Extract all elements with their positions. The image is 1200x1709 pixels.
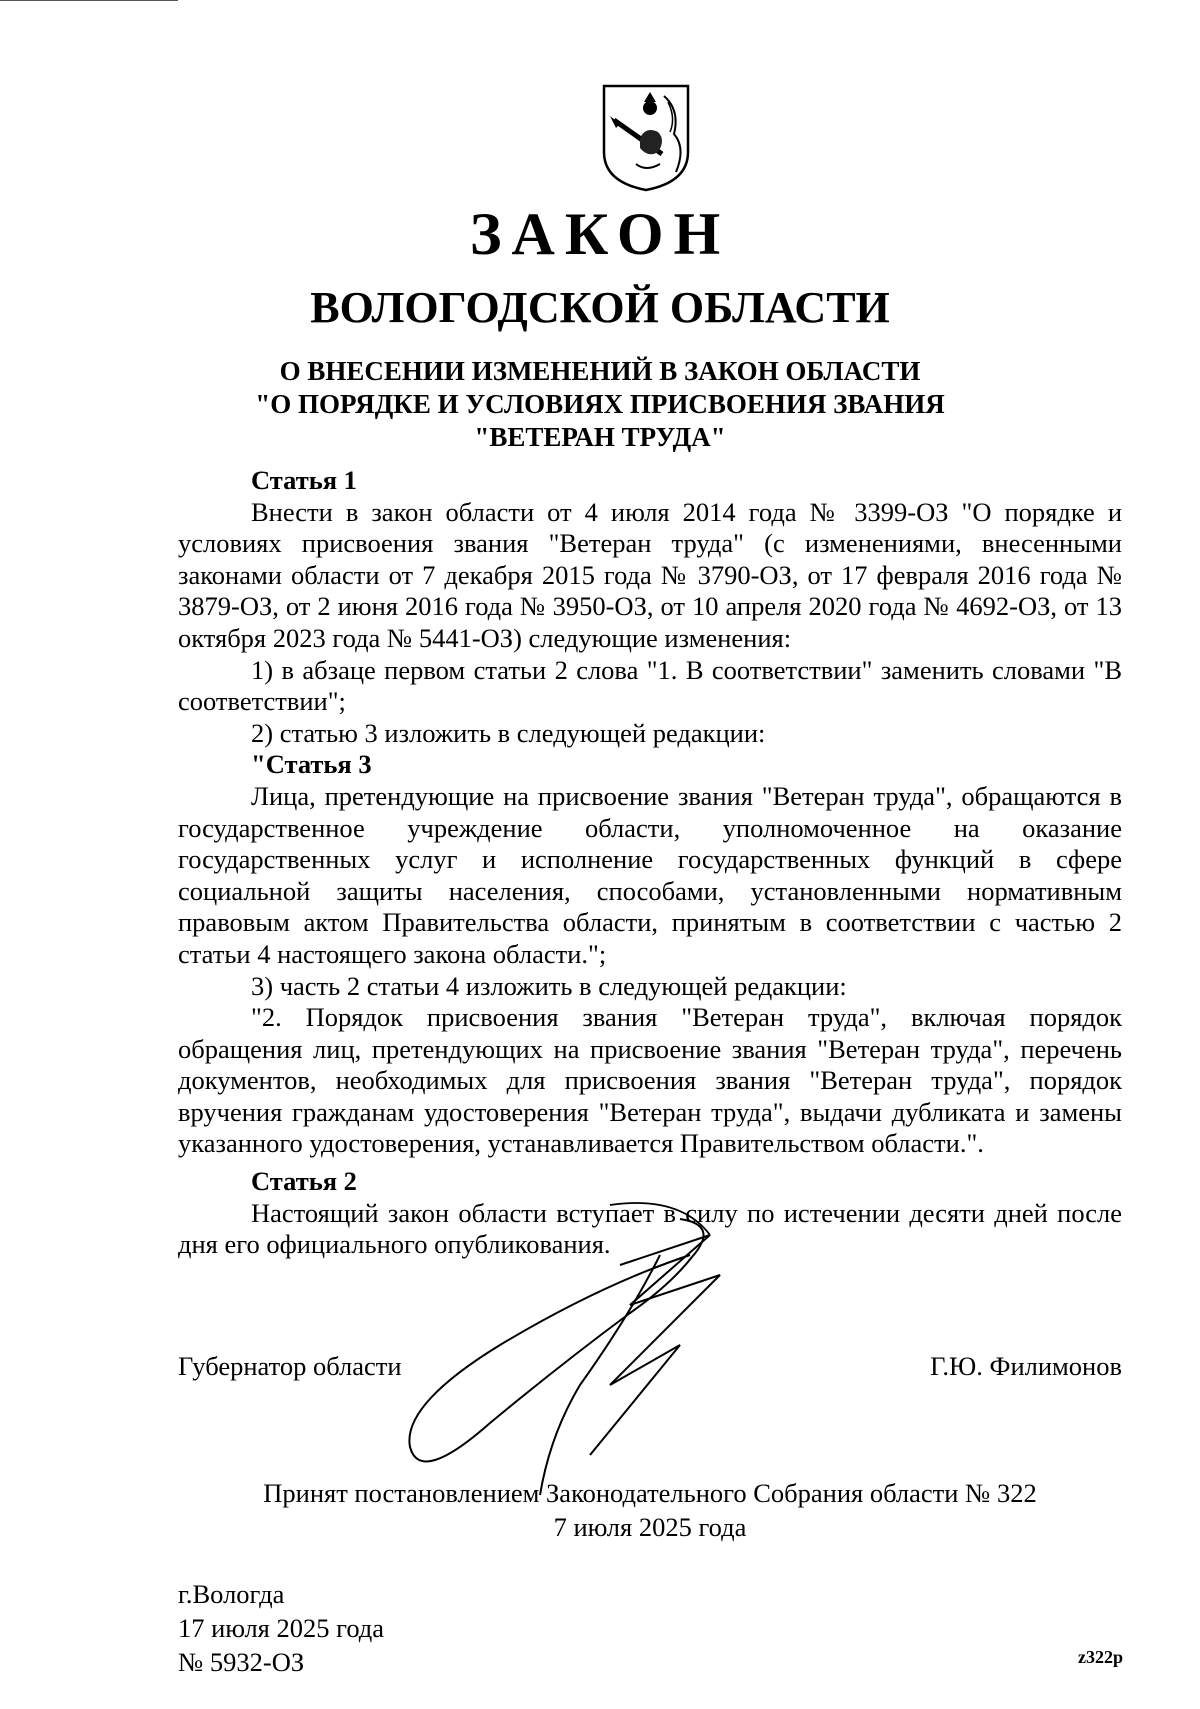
signer-position: Губернатор области: [178, 1351, 402, 1381]
law-number: № 5932-ОЗ: [178, 1647, 305, 1677]
signer-name: Г.Ю. Филимонов: [930, 1351, 1122, 1381]
article-1-item-3: 3) часть 2 статьи 4 изложить в следующей редакции:: [251, 970, 847, 1001]
place: г.Вологда: [178, 1579, 285, 1609]
adoption-note: [200, 1476, 1100, 1544]
article-1-title: Статья 1: [251, 465, 357, 495]
document-body: [178, 465, 1122, 1261]
article-1-intro: Внести в закон области от 4 июля 2014 года № 3399-ОЗ "О порядке и условиях присвоения звания "Ветеран труда" (с изменениями, внесенными законами области от 7 декабря 2015 года № 3790-ОЗ, от 17 февраля 2016 года № 3879-ОЗ, от 2 июня 2016 года № 3950-ОЗ, от 10 апреля 2020 года № 4692-ОЗ, от 13 октября 2023 года № 5441-ОЗ) следующие изменения:: [178, 496, 1122, 653]
article-2-title: Статья 2: [251, 1166, 357, 1197]
document-code: z322p: [1078, 1647, 1123, 1667]
quoted-article-text: Лица, претендующие на присвоение звания "Ветеран труда", обращаются в государственное учреждение области, уполномоченное на оказание государственных услуг и исполнение государственных функций в сфере социальной защиты населения, способами, установленными нормативным правовым актом Правительства области, принятым в соответствии с частью 2 статьи 4 настоящего закона области.";: [178, 780, 1122, 969]
document-requisites: [178, 1577, 384, 1679]
adoption-line-2: 7 июля 2025 года: [553, 1512, 747, 1542]
heading-line: О ВНЕСЕНИИ ИЗМЕНЕНИЙ В ЗАКОН ОБЛАСТИ: [279, 356, 921, 386]
adoption-line-1: Принят постановлением Законодательного Собрания области № 322: [263, 1478, 1037, 1508]
coat-of-arms-icon: [600, 82, 692, 194]
document-subtitle: ВОЛОГОДСКОЙ ОБЛАСТИ: [310, 283, 890, 332]
document-title: ЗАКОН: [469, 201, 731, 267]
article-2-text: Настоящий закон области вступает в силу по истечении десяти дней после дня его официального опубликования.: [178, 1197, 1122, 1260]
date: 17 июля 2025 года: [178, 1613, 385, 1643]
article-1-item-1: 1) в абзаце первом статьи 2 слова "1. В соответствии" заменить словами "В соответствии";: [178, 654, 1122, 717]
quoted-article-title: "Статья 3: [251, 749, 372, 780]
scan-edge-line: [0, 0, 178, 1]
article-1-item-3-text: "2. Порядок присвоения звания "Ветеран труда", включая порядок обращения лиц, претендующих на присвоение звания "Ветеран труда", перечень документов, необходимых для присвоения звания "Ветеран труда", порядок вручения гражданам удостоверения "Ветеран труда", выдачи дубликата и замены указанного удостоверения, устанавливается Правительством области.".: [178, 1002, 1122, 1159]
heading-line: "ВЕТЕРАН ТРУДА": [474, 422, 726, 452]
heading-line: "О ПОРЯДКЕ И УСЛОВИЯХ ПРИСВОЕНИЯ ЗВАНИЯ: [255, 389, 945, 419]
document-heading: [200, 355, 1000, 454]
article-1-item-2: 2) статью 3 изложить в следующей редакции:: [251, 717, 766, 748]
